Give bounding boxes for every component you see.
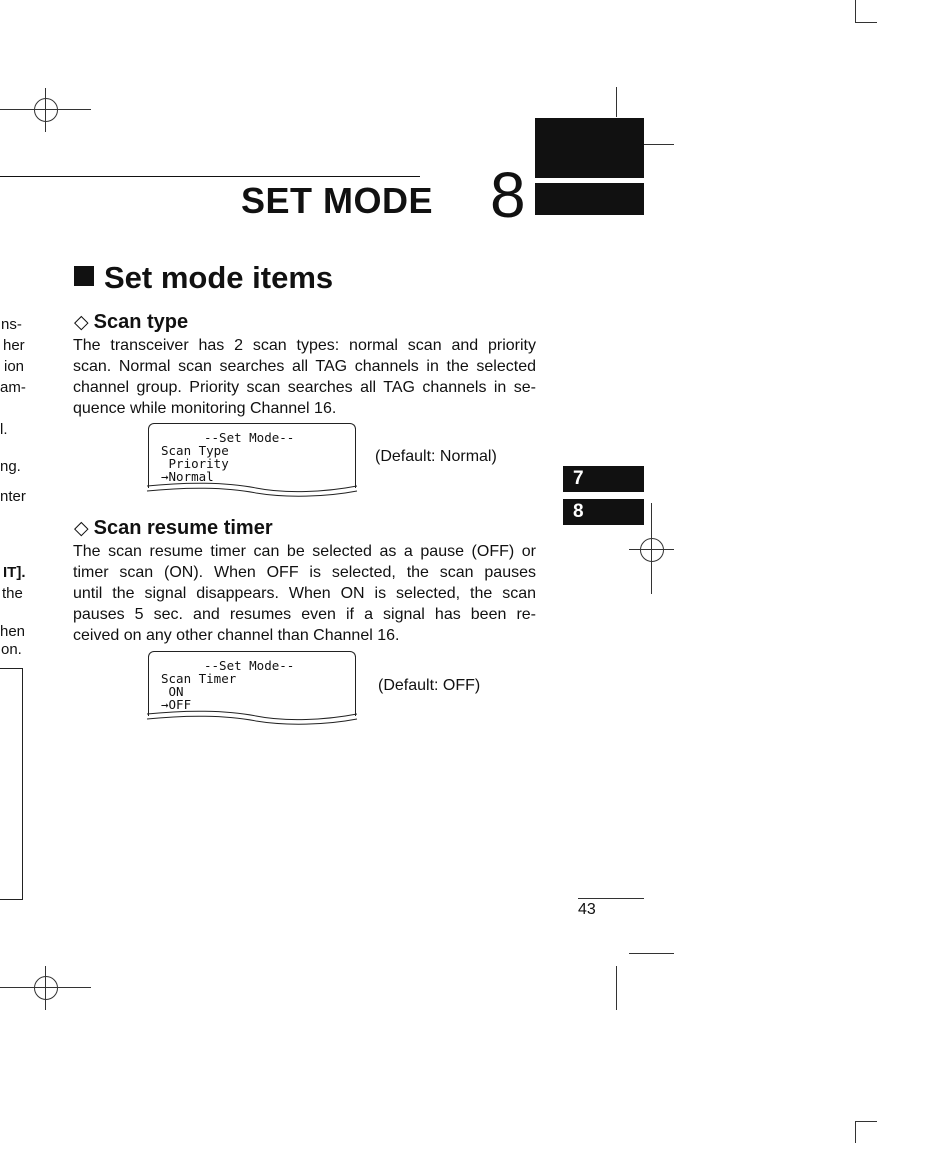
left-page-fragment: l. (0, 421, 8, 438)
chapter-title: SET MODE (241, 180, 434, 221)
crop-mark (855, 1121, 877, 1122)
page-number: 43 (578, 901, 596, 918)
text-line: quence while monitoring Channel 16. (73, 400, 337, 417)
lcd-torn-edge (146, 710, 358, 726)
header-rule (0, 176, 420, 177)
section-heading (74, 260, 333, 296)
left-page-fragment: am- (0, 379, 26, 396)
scan-type-heading (74, 311, 188, 334)
chapter-tab-block-top (535, 118, 644, 178)
diamond-bullet-icon: ◇ (74, 312, 89, 333)
scan-type-default: (Default: Normal) (375, 448, 497, 465)
left-page-fragment: the (2, 585, 23, 602)
crop-mark (855, 0, 856, 22)
chapter-tab-block-bottom (535, 183, 644, 215)
lcd-line: →OFF (161, 697, 192, 712)
left-page-box (0, 668, 23, 900)
crop-mark (855, 22, 877, 23)
side-tab-7: 7 (563, 466, 644, 492)
scan-resume-paragraph (73, 541, 536, 646)
text-line: The transceiver has 2 scan types: normal scan and priority (73, 337, 536, 354)
crop-mark (855, 1121, 856, 1143)
crop-mark (616, 87, 617, 117)
diamond-bullet-icon: ◇ (74, 518, 89, 539)
left-page-fragment: nter (0, 488, 26, 505)
text-line: pauses 5 sec. and resumes even if a signal has been re- (73, 606, 536, 623)
lcd-line: --Set Mode-- (204, 658, 295, 673)
lcd-line: Scan Type (161, 443, 229, 458)
chapter-number: 8 (490, 159, 526, 231)
left-page-fragment: her (3, 337, 25, 354)
text-line: until the signal disappears. When ON is selected, the scan (73, 585, 536, 602)
lcd-line: Scan Timer (161, 671, 237, 686)
scan-resume-heading (74, 517, 273, 540)
registration-mark (34, 98, 58, 122)
text-line: The scan resume timer can be selected as a pause (OFF) or (73, 543, 536, 560)
left-page-fragment: ion (4, 358, 25, 375)
text-line: channel group. Priority scan searches all TAG channels in se- (73, 379, 536, 396)
registration-mark (640, 538, 664, 562)
text-line: scan. Normal scan searches all TAG channels in the selected (73, 358, 536, 375)
side-tab-8: 8 (563, 499, 644, 525)
scan-resume-title: Scan resume timer (93, 517, 273, 539)
lcd-line: ON (161, 684, 184, 699)
lcd-line: --Set Mode-- (204, 430, 295, 445)
page-number-rule (578, 898, 644, 899)
scan-type-title: Scan type (93, 311, 189, 333)
crop-mark (629, 953, 674, 954)
registration-mark (34, 976, 58, 1000)
left-page-fragment: ng. (0, 458, 21, 475)
text-line: ceived on any other channel than Channel 16. (73, 627, 400, 644)
lcd-line: →Normal (161, 469, 214, 484)
scan-resume-default: (Default: OFF) (378, 677, 481, 694)
text-line: timer scan (ON). When OFF is selected, the scan pauses (73, 564, 536, 581)
square-bullet-icon (74, 266, 94, 286)
crop-mark (616, 966, 617, 1010)
left-page-fragment: hen (0, 623, 26, 640)
scan-type-lcd-display (148, 423, 356, 488)
left-page-fragment: IT]. (3, 564, 26, 581)
section-title: Set mode items (104, 260, 334, 295)
lcd-torn-edge (146, 482, 358, 498)
left-page-fragment: on. (1, 641, 22, 658)
scan-resume-lcd-display (148, 651, 356, 716)
scan-type-paragraph (73, 335, 536, 419)
left-page-fragment: ns- (1, 316, 22, 333)
lcd-line: Priority (161, 456, 229, 471)
